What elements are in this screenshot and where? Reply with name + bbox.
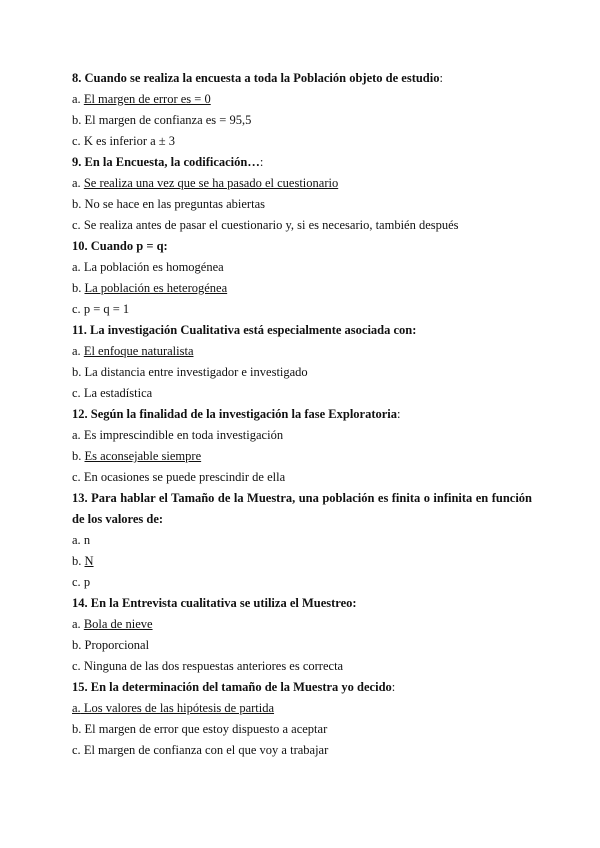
question-block	[72, 236, 532, 320]
answer-option: c. K es inferior a ± 3	[72, 134, 176, 148]
answer-option: c. Ninguna de las dos respuestas anteriores es correcta	[72, 659, 344, 673]
answer-option: a. El enfoque naturalista	[72, 344, 194, 358]
correct-answer: Bola de nieve	[83, 617, 153, 631]
correct-answer: La población es heterogénea	[84, 281, 228, 295]
answer-option: a. El margen de error es = 0	[72, 92, 211, 106]
answer-option: a. Se realiza una vez que se ha pasado el cuestionario	[72, 176, 339, 190]
question-prompt: 14. En la Entrevista cualitativa se utiliza el Muestreo:	[72, 596, 357, 610]
answer-option: b. El margen de confianza es = 95,5	[72, 113, 252, 127]
answer-option: a. Bola de nieve	[72, 617, 153, 631]
answer-option: a. Los valores de las hipótesis de partida	[72, 701, 275, 715]
answer-option: c. Se realiza antes de pasar el cuestionario y, si es necesario, también después	[72, 218, 459, 232]
answer-option: c. En ocasiones se puede prescindir de ella	[72, 470, 286, 484]
correct-answer: El margen de error es = 0	[83, 92, 211, 106]
answer-option: c. p = q = 1	[72, 302, 130, 316]
answer-option: b. La distancia entre investigador e investigado	[72, 365, 308, 379]
correct-answer: N	[84, 554, 94, 568]
answer-option: b. N	[72, 554, 94, 568]
question-prompt: 12. Según la finalidad de la investigación la fase Exploratoria:	[72, 407, 401, 421]
answer-option: b. El margen de error que estoy dispuesto a aceptar	[72, 722, 328, 736]
answer-option: a. n	[72, 533, 91, 547]
answer-option: b. No se hace en las preguntas abiertas	[72, 197, 265, 211]
question-prompt: 13. Para hablar el Tamaño de la Muestra, una población es finita o infinita en función de los valores de:	[72, 491, 532, 526]
quiz-page	[72, 68, 532, 761]
question-block	[72, 320, 532, 404]
question-prompt: 11. La investigación Cualitativa está especialmente asociada con:	[72, 323, 417, 337]
answer-option: b. Proporcional	[72, 638, 150, 652]
answer-option: c. El margen de confianza con el que voy a trabajar	[72, 743, 329, 757]
correct-answer: Se realiza una vez que se ha pasado el cuestionario	[83, 176, 339, 190]
question-block	[72, 68, 532, 152]
question-prompt: 15. En la determinación del tamaño de la Muestra yo decido:	[72, 680, 396, 694]
answer-option: a. Es imprescindible en toda investigación	[72, 428, 284, 442]
question-block	[72, 488, 532, 593]
question-block	[72, 404, 532, 488]
question-block	[72, 152, 532, 236]
answer-option: a. La población es homogénea	[72, 260, 224, 274]
question-prompt: 10. Cuando p = q:	[72, 239, 168, 253]
question-block	[72, 593, 532, 677]
correct-answer: Es aconsejable siempre	[84, 449, 202, 463]
correct-answer: Los valores de las hipótesis de partida	[80, 701, 275, 715]
answer-option: b. Es aconsejable siempre	[72, 449, 202, 463]
correct-answer: El enfoque naturalista	[83, 344, 194, 358]
answer-option: c. p	[72, 575, 91, 589]
answer-option: c. La estadística	[72, 386, 153, 400]
question-prompt: 8. Cuando se realiza la encuesta a toda la Población objeto de estudio:	[72, 71, 443, 85]
question-prompt: 9. En la Encuesta, la codificación…:	[72, 155, 264, 169]
question-block	[72, 677, 532, 761]
answer-option: b. La población es heterogénea	[72, 281, 228, 295]
